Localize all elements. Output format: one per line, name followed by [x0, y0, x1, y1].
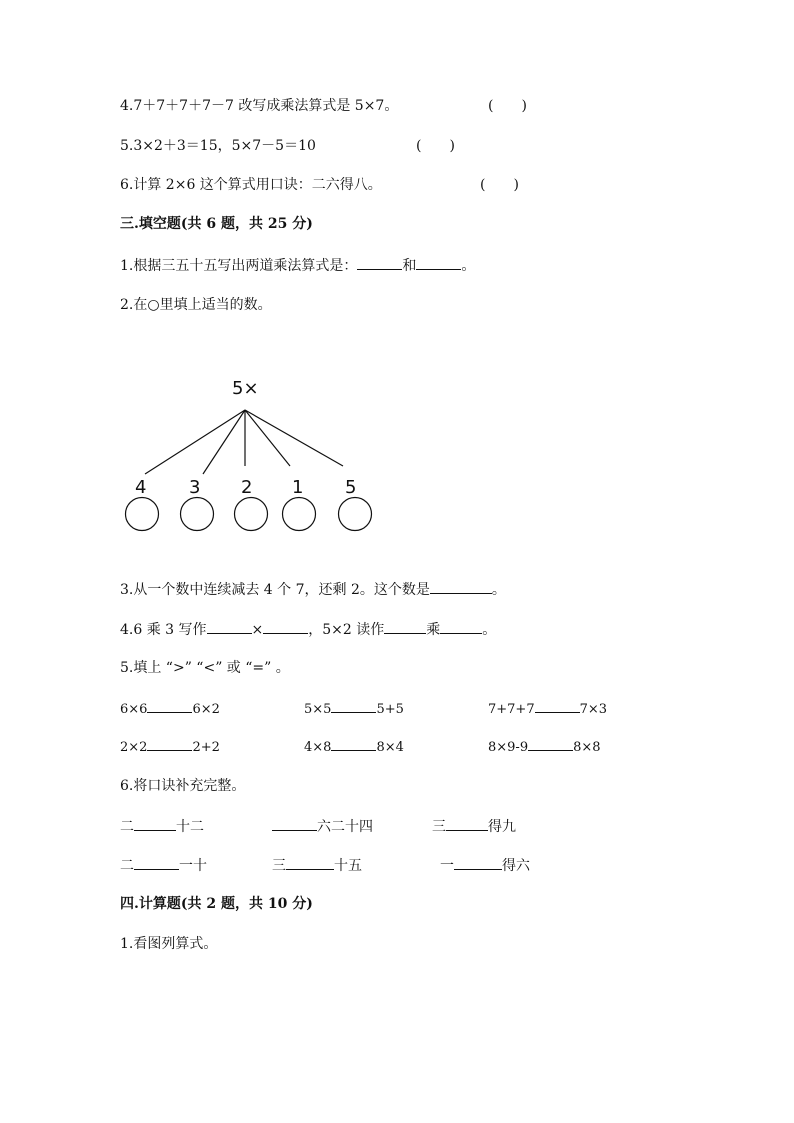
judge-item-6: 6.计算 2×6 这个算式用口诀：二六得八。 [120, 177, 382, 193]
compare-right: 5+5 [376, 702, 404, 717]
answer-blank[interactable] [331, 698, 376, 713]
answer-circle[interactable] [126, 498, 159, 531]
compare-item [488, 736, 601, 758]
answer-paren-6[interactable]: ( ) [480, 177, 519, 193]
rhyme-item [440, 855, 530, 876]
rhyme-item [272, 855, 362, 876]
compare-right: 2+2 [192, 740, 220, 755]
answer-circle[interactable] [181, 498, 214, 531]
answer-blank[interactable] [286, 855, 334, 870]
diagram-top-label: 5× [232, 378, 259, 399]
rhyme-item [120, 816, 204, 837]
answer-blank[interactable] [430, 579, 492, 594]
compare-left: 8×9-9 [488, 740, 529, 755]
compare-right: 7×3 [579, 702, 608, 717]
answer-blank[interactable] [440, 619, 482, 634]
judge-item-4: 4.7＋7＋7＋7－7 改写成乘法算式是 5×7。 [120, 98, 399, 114]
answer-blank[interactable] [147, 736, 192, 751]
branch-line [203, 410, 245, 474]
judge-item-5: 5.3×2＋3＝15，5×7－5＝10 [120, 138, 316, 154]
answer-circle[interactable] [339, 498, 372, 531]
answer-blank[interactable] [535, 698, 580, 713]
answer-blank[interactable] [331, 736, 376, 751]
q4-mid2: ，5×2 读作 [308, 622, 385, 638]
rhyme-item [272, 816, 373, 837]
rhyme-right: 得六 [502, 858, 530, 874]
q3-post: 。 [491, 582, 506, 598]
answer-blank[interactable] [272, 816, 317, 831]
diagram-number: 2 [241, 477, 253, 498]
section-heading-fill: 三.填空题(共 6 题，共 25 分) [120, 216, 313, 232]
compare-item [304, 698, 404, 720]
fill-question-6: 6.将口诀补充完整。 [120, 778, 246, 794]
compare-item [120, 736, 220, 758]
answer-blank[interactable] [384, 619, 426, 634]
rhyme-left: 一 [440, 858, 454, 874]
answer-blank[interactable] [134, 855, 179, 870]
rhyme-right: 十五 [334, 858, 362, 874]
diagram-number: 4 [135, 477, 147, 498]
compare-left: 2×2 [120, 740, 148, 755]
fill-question-5: 5.填上 “>” “<” 或 “=” 。 [120, 660, 290, 676]
compare-item [304, 736, 404, 758]
diagram-number: 3 [189, 477, 201, 498]
compare-left: 6×6 [120, 702, 148, 717]
compare-left: 7+7+7 [488, 702, 535, 717]
calc-question-1: 1.看图列算式。 [120, 936, 218, 952]
answer-blank[interactable] [134, 816, 176, 831]
fill-question-2: 2.在○里填上适当的数。 [120, 297, 272, 313]
q4-post: 。 [482, 622, 497, 638]
fill-question-3 [120, 579, 506, 600]
rhyme-right: 得九 [488, 819, 516, 835]
answer-blank[interactable] [446, 816, 488, 831]
compare-right: 8×4 [376, 740, 404, 755]
rhyme-right: 六二十四 [317, 819, 373, 835]
answer-circle[interactable] [283, 498, 316, 531]
answer-blank[interactable] [207, 619, 252, 634]
rhyme-right: 十二 [176, 819, 204, 835]
q3-prefix: 3.从一个数中连续减去 4 个 7，还剩 2。这个数是 [120, 582, 430, 598]
answer-paren-5[interactable]: ( ) [416, 138, 455, 154]
rhyme-right: 一十 [179, 858, 207, 874]
q1-mid: 和 [402, 258, 417, 274]
rhyme-left: 二 [120, 819, 134, 835]
compare-right: 6×2 [192, 702, 220, 717]
diagram-number: 1 [292, 477, 304, 498]
q4-mid3: 乘 [426, 622, 441, 638]
rhyme-item [120, 855, 207, 876]
answer-paren-4[interactable]: ( ) [488, 98, 527, 114]
fill-question-4 [120, 619, 496, 640]
compare-item [488, 698, 607, 720]
branch-line [245, 410, 343, 466]
answer-circle[interactable] [235, 498, 268, 531]
compare-item [120, 698, 220, 720]
branch-lines [145, 410, 343, 474]
answer-blank[interactable] [528, 736, 573, 751]
answer-blank[interactable] [454, 855, 502, 870]
rhyme-left: 三 [432, 819, 446, 835]
branch-line [245, 410, 290, 466]
branch-line [145, 410, 245, 474]
answer-blank[interactable] [263, 619, 308, 634]
q1-post: 。 [461, 258, 476, 274]
compare-left: 4×8 [304, 740, 332, 755]
compare-left: 5×5 [304, 702, 332, 717]
q4-mid1: × [251, 622, 264, 638]
q4-prefix: 4.6 乘 3 写作 [120, 622, 207, 638]
q1-prefix: 1.根据三五十五写出两道乘法算式是： [120, 258, 358, 274]
answer-blank[interactable] [147, 698, 192, 713]
rhyme-item [432, 816, 516, 837]
rhyme-left: 二 [120, 858, 134, 874]
rhyme-left: 三 [272, 858, 286, 874]
compare-right: 8×8 [573, 740, 601, 755]
section-heading-calc: 四.计算题(共 2 题，共 10 分) [120, 896, 313, 912]
diagram-number: 5 [345, 477, 357, 498]
